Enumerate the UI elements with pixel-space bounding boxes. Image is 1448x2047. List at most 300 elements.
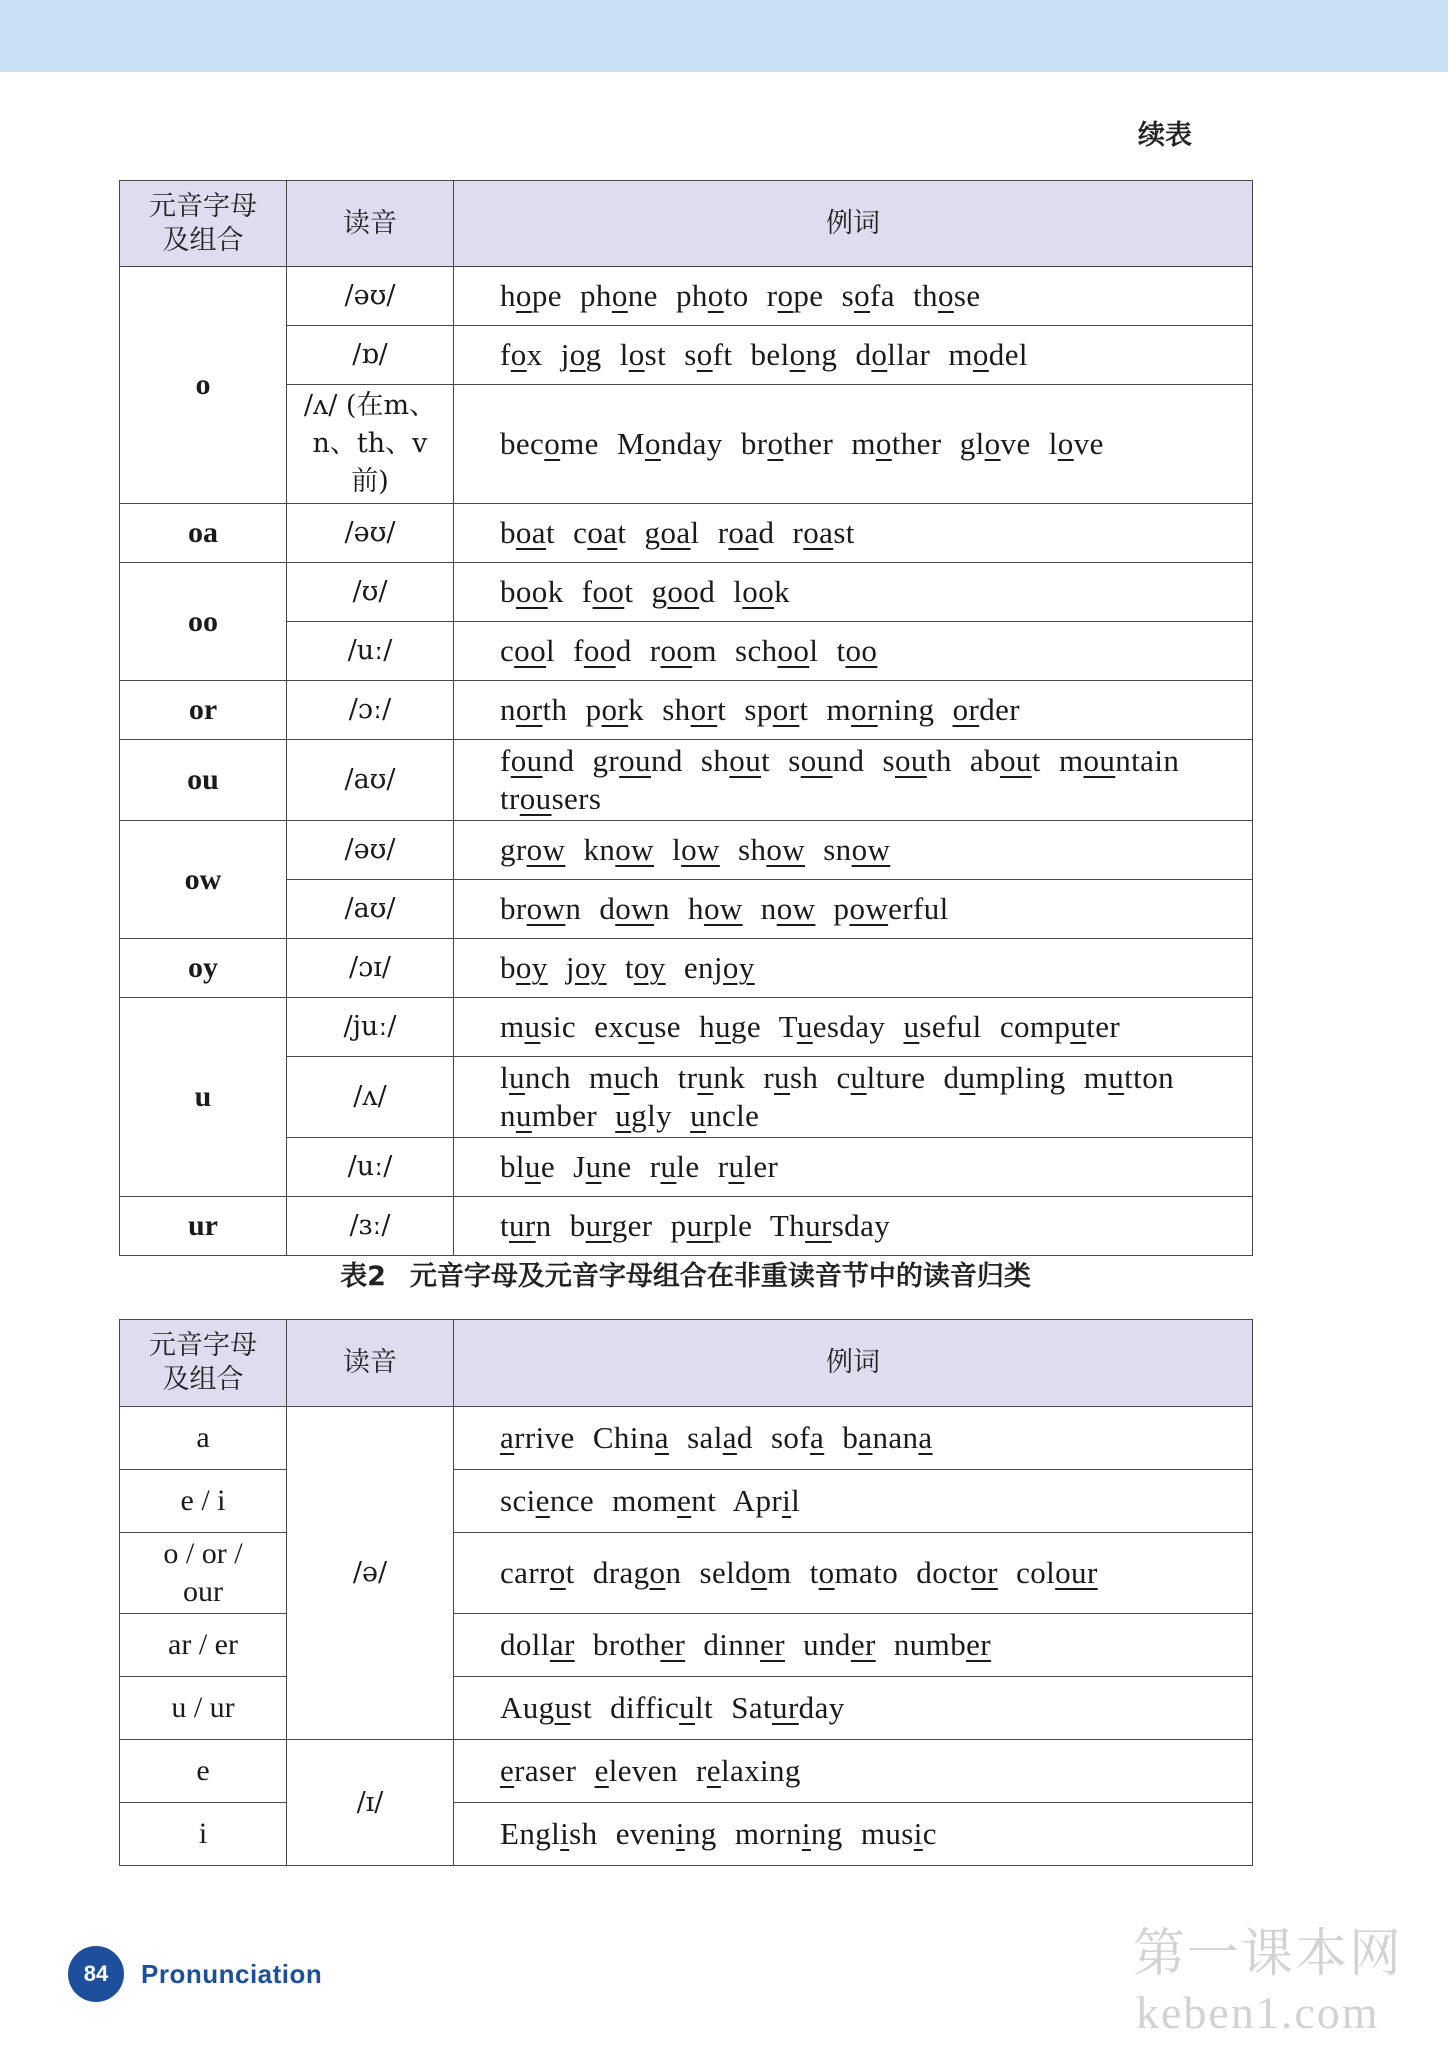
underlined-letters: o [984, 426, 1001, 461]
example-word [662, 692, 726, 727]
underlined-letters: e [677, 1483, 692, 1518]
word-part: sh [569, 1816, 598, 1851]
example-word [650, 1149, 700, 1184]
word-part: ph [580, 278, 612, 313]
examples-cell [454, 1470, 1253, 1533]
underlined-letters: o [569, 337, 586, 372]
word-part: r [649, 1149, 661, 1184]
table-row [120, 1407, 1253, 1470]
word-part: d [599, 891, 616, 926]
underlined-letters: a [810, 1420, 825, 1455]
example-word [761, 891, 816, 926]
underlined-letters: oa [587, 515, 618, 550]
table-header [120, 1320, 1253, 1407]
word-part: r [717, 1149, 729, 1184]
word-part: r [717, 515, 729, 550]
pronunciation-cell: /ɪ/ [287, 1740, 454, 1866]
example-word [500, 891, 581, 926]
word-part: mpling [975, 1060, 1066, 1095]
word-part: gr [500, 832, 527, 867]
word-part: st [833, 515, 855, 550]
example-line [500, 1097, 1232, 1135]
example-word [810, 1555, 899, 1590]
pronunciation-cell: /uː/ [287, 1138, 454, 1197]
word-part: ne [601, 1149, 632, 1184]
underlined-letters: u [524, 1009, 541, 1044]
example-line [500, 890, 1232, 928]
example-word [500, 1627, 575, 1662]
example-line [500, 1419, 1232, 1457]
word-part: n [535, 1208, 552, 1243]
example-line [500, 277, 1232, 315]
examples-cell [454, 326, 1253, 385]
example-word [1084, 1060, 1174, 1095]
underlined-letters: oo [667, 574, 700, 609]
word-part: mato [834, 1555, 899, 1590]
example-word [678, 1060, 745, 1095]
underlined-letters: or [515, 692, 543, 727]
examples-cell [454, 1614, 1253, 1677]
example-word [827, 692, 935, 727]
underlined-letters: u [715, 1009, 731, 1044]
word-part: to [723, 278, 749, 313]
word-part: tr [677, 1060, 698, 1095]
underlined-letters: u [679, 1690, 696, 1725]
word-part: Apr [732, 1483, 783, 1518]
continued-label: 续表 [1138, 120, 1192, 151]
table-row [120, 326, 1253, 385]
word-part: t [565, 1555, 575, 1590]
example-word [767, 278, 824, 313]
example-word [672, 832, 720, 867]
word-part: bl [500, 1149, 525, 1184]
underlined-letters: u [660, 1149, 677, 1184]
word-part: nd [542, 743, 575, 778]
examples-cell [454, 1803, 1253, 1866]
underlined-letters: i [913, 1816, 923, 1851]
vowel-letter-cell: oo [120, 563, 287, 681]
example-word [733, 1483, 800, 1518]
example-word [688, 891, 743, 926]
example-line [500, 1815, 1232, 1853]
table-row [120, 681, 1253, 740]
word-part: Sat [731, 1690, 773, 1725]
word-part: d [699, 574, 716, 609]
example-word [763, 1060, 818, 1095]
underlined-letters: ar [549, 1627, 575, 1662]
underlined-letters: ou [729, 743, 762, 778]
underlined-letters: ow [615, 832, 654, 867]
word-part: ve [1073, 426, 1104, 461]
underlined-letters: o [777, 278, 794, 313]
word-part: n [565, 891, 582, 926]
word-part: erful [888, 891, 949, 926]
example-word [500, 1816, 598, 1851]
example-word [948, 337, 1028, 372]
top-color-band [0, 0, 1448, 72]
word-part: s [882, 743, 895, 778]
word-part: numb [893, 1627, 967, 1662]
underlined-letters: er [760, 1627, 785, 1662]
word-part: sal [687, 1420, 723, 1455]
pronunciation-cell: /juː/ [287, 998, 454, 1057]
example-word [671, 1208, 753, 1243]
examples-cell [454, 563, 1253, 622]
underlined-letters: or [971, 1555, 998, 1590]
example-word [696, 1753, 801, 1788]
word-part: mus [860, 1816, 914, 1851]
underlined-letters: oa [515, 515, 546, 550]
example-word [594, 1009, 681, 1044]
examples-cell [454, 1197, 1253, 1256]
unstressed-vowel-table [119, 1319, 1253, 1866]
page-number-badge: 84 [68, 1946, 124, 2002]
word-part: d [855, 337, 872, 372]
word-part: n [665, 1555, 682, 1590]
word-part: sof [770, 1420, 811, 1455]
underlined-letters: o [875, 426, 892, 461]
underlined-letters: o [818, 1555, 835, 1590]
stressed-vowel-table [119, 180, 1253, 1256]
example-line [500, 831, 1232, 869]
pronunciation-cell: /ə/ [287, 1407, 454, 1740]
examples-cell [454, 880, 1253, 939]
word-part: T [778, 1009, 797, 1044]
examples-cell [454, 939, 1253, 998]
underlined-letters: oy [722, 950, 755, 985]
example-word [573, 633, 631, 668]
underlined-letters: u [728, 1149, 745, 1184]
example-word [834, 891, 949, 926]
examples-cell [454, 821, 1253, 880]
example-word [861, 1816, 937, 1851]
word-part: nce [549, 1483, 595, 1518]
word-part: c [836, 1060, 851, 1095]
example-word [738, 832, 805, 867]
underlined-letters: e [594, 1753, 609, 1788]
example-word [735, 633, 818, 668]
underlined-letters: o [544, 426, 561, 461]
vowel-letter-cell: oa [120, 504, 287, 563]
example-word [1000, 1009, 1120, 1044]
vowel-letter-cell: ou [120, 740, 287, 821]
word-part: le [676, 1149, 700, 1184]
underlined-letters: u [1108, 1060, 1125, 1095]
underlined-letters: u [959, 1060, 976, 1095]
underlined-letters: ou [510, 743, 543, 778]
example-word [944, 1060, 1066, 1095]
underlined-letters: o [937, 278, 954, 313]
word-part: st [644, 337, 667, 372]
underlined-letters: oo [514, 633, 546, 668]
word-part: ning [877, 692, 935, 727]
underlined-letters: our [1055, 1555, 1098, 1590]
word-part: h [688, 891, 704, 926]
example-word [573, 515, 626, 550]
word-part: morn [734, 1816, 802, 1851]
example-line [500, 1626, 1232, 1664]
example-word [953, 692, 1020, 727]
word-part: sers [551, 781, 602, 816]
vowel-letter-cell: u [120, 998, 287, 1197]
underlined-letters: ou [1083, 743, 1116, 778]
word-part: se [654, 1009, 681, 1044]
word-part: sp [744, 692, 773, 727]
table-row [120, 563, 1253, 622]
word-part: nd [832, 743, 865, 778]
word-part: broth [592, 1627, 661, 1662]
underlined-letters: u [690, 1098, 707, 1133]
word-part: nan [872, 1420, 919, 1455]
example-word [690, 1098, 759, 1133]
underlined-letters: a [858, 1420, 873, 1455]
example-word [610, 1690, 713, 1725]
underlined-letters: o [549, 1555, 566, 1590]
example-word [583, 832, 654, 867]
example-line [500, 1554, 1232, 1592]
underlined-letters: er [966, 1627, 991, 1662]
word-part: t [545, 515, 555, 550]
underlined-letters: ur [686, 1208, 714, 1243]
word-part: ft [712, 337, 733, 372]
example-line [500, 632, 1232, 670]
table2-caption [119, 1257, 1252, 1297]
word-part: der [979, 692, 1020, 727]
example-word [615, 1098, 672, 1133]
underlined-letters: oo [583, 633, 616, 668]
underlined-letters: oy [574, 950, 607, 985]
vowel-letter-cell: o [120, 267, 287, 504]
word-part: doct [916, 1555, 972, 1590]
word-part: g [585, 337, 602, 372]
word-part: dinn [703, 1627, 761, 1662]
example-line [500, 1059, 1232, 1097]
underlined-letters: oy [633, 950, 666, 985]
watermark-domain: keben1.com [1136, 1987, 1380, 2038]
vowel-letter-cell: i [120, 1803, 287, 1866]
example-word [586, 692, 644, 727]
word-part: gl [959, 426, 985, 461]
word-part: rrive [514, 1420, 575, 1455]
word-part: sci [500, 1483, 536, 1518]
underlined-letters: u [774, 1060, 790, 1095]
word-part: j [560, 337, 570, 372]
word-part: ge [730, 1009, 761, 1044]
word-part: g [651, 574, 668, 609]
underlined-letters: o [644, 426, 661, 461]
word-part: l [809, 633, 819, 668]
word-part: enj [683, 950, 723, 985]
examples-cell [454, 740, 1253, 821]
vowel-letter-cell: e / i [120, 1470, 287, 1533]
example-word [500, 278, 562, 313]
table-row [120, 740, 1253, 821]
word-part: m [1083, 1060, 1109, 1095]
underlined-letters: ow [849, 891, 889, 926]
example-word [744, 692, 808, 727]
header-row [120, 181, 1253, 267]
underlined-letters: ow [526, 832, 566, 867]
word-part: t [836, 633, 846, 668]
example-word [500, 692, 567, 727]
underlined-letters: u [509, 1060, 525, 1095]
word-part: sh [700, 743, 730, 778]
word-part: carr [500, 1555, 550, 1590]
table-row [120, 821, 1253, 880]
word-part: fa [870, 278, 895, 313]
word-part: t [1031, 743, 1041, 778]
word-part: n [500, 1098, 516, 1133]
example-word [500, 950, 548, 985]
watermark-site-name: 第一课本网 [1133, 1924, 1404, 1984]
underlined-letters: u [1070, 1009, 1087, 1044]
word-part: kn [583, 832, 616, 867]
vowel-letter-cell: a [120, 1407, 287, 1470]
word-part: c [500, 633, 515, 668]
word-part: n [653, 891, 670, 926]
word-part: m [589, 1060, 614, 1095]
word-part: b [500, 515, 516, 550]
word-part: s [684, 337, 697, 372]
underlined-letters: ow [615, 891, 654, 926]
table-row [120, 1138, 1253, 1197]
example-word [582, 574, 634, 609]
examples-cell [454, 681, 1253, 740]
underlined-letters: ow [703, 891, 743, 926]
underlined-letters: a [918, 1420, 933, 1455]
underlined-letters: oa [660, 515, 691, 550]
underlined-letters: o [515, 278, 532, 313]
word-part: f [573, 633, 584, 668]
word-part: ve [1000, 426, 1031, 461]
underlined-letters: e [706, 1753, 721, 1788]
example-word [645, 515, 700, 550]
example-word [593, 1420, 669, 1455]
word-part: t [799, 692, 809, 727]
example-line [500, 1207, 1232, 1245]
header-row [120, 1320, 1253, 1407]
underlined-letters: o [751, 1555, 767, 1590]
underlined-letters: e [535, 1483, 550, 1518]
word-part: l [619, 337, 629, 372]
word-part: m [851, 426, 876, 461]
underlined-letters: oo [845, 633, 878, 668]
example-word [500, 1208, 552, 1243]
word-part: se [953, 278, 981, 313]
example-line [500, 336, 1232, 374]
word-part: m [500, 1009, 525, 1044]
word-part: pe [793, 278, 824, 313]
underlined-letters: u [515, 1098, 532, 1133]
section-title: Pronunciation [141, 1959, 323, 1989]
example-line [500, 425, 1232, 463]
example-line [500, 1008, 1232, 1046]
example-word [650, 633, 717, 668]
word-part: lture [866, 1060, 926, 1095]
word-part: diffic [610, 1690, 680, 1725]
examples-cell [454, 385, 1253, 504]
word-part: l [1048, 426, 1058, 461]
example-word [837, 633, 878, 668]
underlined-letters: i [675, 1816, 685, 1851]
underlined-letters: u [613, 1060, 630, 1095]
vowel-letter-cell: or [120, 681, 287, 740]
word-part: g [644, 515, 661, 550]
example-word [883, 743, 952, 778]
word-part: even [615, 1816, 676, 1851]
word-part: del [988, 337, 1028, 372]
word-part: b [842, 1420, 859, 1455]
example-word [894, 1627, 991, 1662]
example-word [593, 1555, 682, 1590]
word-part: c [573, 515, 588, 550]
word-part: p [833, 891, 850, 926]
word-part: n [500, 692, 516, 727]
word-part: M [616, 426, 645, 461]
underlined-letters: or [601, 692, 629, 727]
underlined-letters: oo [777, 633, 810, 668]
examples-cell [454, 1057, 1253, 1138]
examples-cell [454, 1677, 1253, 1740]
examples-cell [454, 504, 1253, 563]
word-part: t [809, 1555, 819, 1590]
underlined-letters: a [654, 1420, 669, 1455]
word-part: raser [514, 1753, 577, 1788]
example-word [593, 1627, 685, 1662]
underlined-letters: oo [515, 574, 548, 609]
header-pronunciation: 读音 [287, 1320, 454, 1407]
example-word [580, 278, 658, 313]
example-word [718, 1149, 779, 1184]
word-part: bel [750, 337, 790, 372]
example-word [718, 515, 775, 550]
underlined-letters: ow [681, 832, 720, 867]
word-part: mber [531, 1098, 598, 1133]
word-part: J [573, 1149, 586, 1184]
word-part: r [766, 278, 778, 313]
example-line [500, 1482, 1232, 1520]
table-body [120, 267, 1253, 1256]
word-part: sh [737, 832, 767, 867]
word-part: p [585, 692, 602, 727]
example-word [1016, 1555, 1098, 1590]
example-word [500, 515, 555, 550]
word-part: nday [660, 426, 723, 461]
word-part: col [1016, 1555, 1056, 1590]
underlined-letters: o [1057, 426, 1074, 461]
example-word [561, 337, 602, 372]
example-word [731, 1690, 844, 1725]
word-part: th [926, 743, 952, 778]
underlined-letters: u [903, 1009, 920, 1044]
underlined-letters: or [952, 692, 980, 727]
word-part: st [570, 1690, 592, 1725]
example-word [687, 1420, 753, 1455]
word-part: pe [531, 278, 562, 313]
word-part: exc [594, 1009, 639, 1044]
word-part: ther [783, 426, 834, 461]
word-part: Chin [592, 1420, 655, 1455]
pronunciation-cell: /ɒ/ [287, 326, 454, 385]
example-word [788, 743, 864, 778]
word-part: m [948, 337, 973, 372]
example-word [617, 426, 723, 461]
example-word [570, 1208, 653, 1243]
word-part: nd [650, 743, 683, 778]
word-part: r [763, 1060, 775, 1095]
word-part: comp [999, 1009, 1071, 1044]
word-part: r [792, 515, 804, 550]
